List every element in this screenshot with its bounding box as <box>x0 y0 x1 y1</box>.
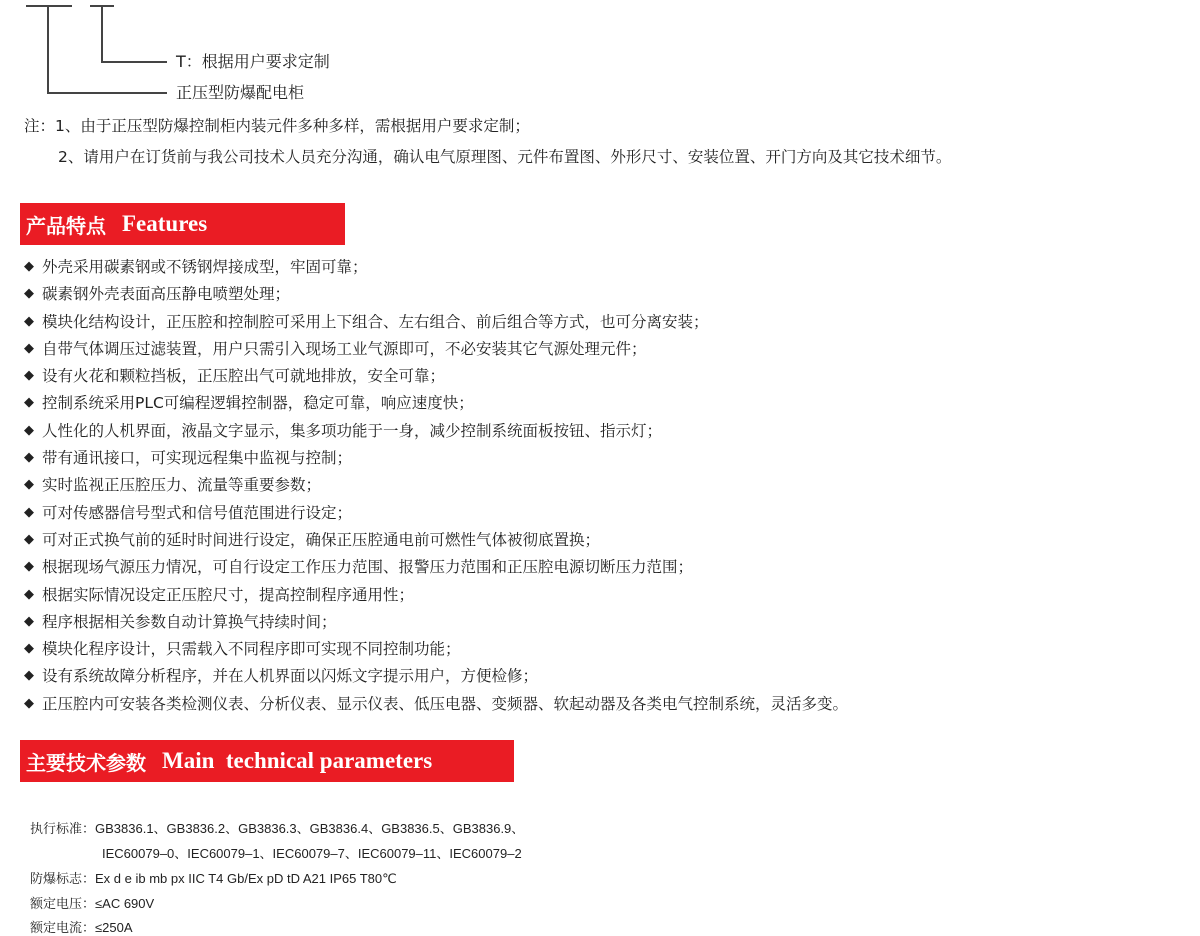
feature-item <box>24 366 848 393</box>
diamond-bullet-icon: ◆ <box>24 368 34 384</box>
feature-item <box>24 557 848 584</box>
feature-text: 正压腔内可安装各类检测仪表、分析仪表、显示仪表、低压电器、变频器、软起动器及各类电气控制系统，灵活多变。 <box>42 694 849 713</box>
params-title-en: Main technical parameters <box>162 748 433 773</box>
diamond-bullet-icon: ◆ <box>24 450 34 466</box>
diamond-bullet-icon: ◆ <box>24 504 34 520</box>
diamond-bullet-icon: ◆ <box>24 477 34 493</box>
feature-item <box>24 666 848 693</box>
feature-text: 碳素钢外壳表面高压静电喷塑处理； <box>42 285 291 304</box>
feature-text: 设有火花和颗粒挡板，正压腔出气可就地排放，安全可靠； <box>42 367 446 386</box>
bracket-horizontal-t <box>101 61 167 63</box>
feature-text: 可对正式换气前的延时时间进行设定，确保正压腔通电前可燃性气体被彻底置换； <box>42 530 601 549</box>
diamond-bullet-icon: ◆ <box>24 695 34 711</box>
diamond-bullet-icon: ◆ <box>24 259 34 274</box>
feature-item <box>24 639 848 666</box>
param-standard-row2 <box>102 846 522 862</box>
bracket-vertical-t <box>101 6 103 62</box>
diamond-bullet-icon: ◆ <box>24 340 34 356</box>
features-banner <box>20 203 345 245</box>
features-title-en: Features <box>122 211 208 236</box>
feature-item <box>24 612 848 639</box>
diamond-bullet-icon: ◆ <box>24 395 34 411</box>
feature-item <box>24 530 848 557</box>
note-1: 注：1、由于正压型防爆控制柜内装元件多种多样，需根据用户要求定制； <box>24 117 530 135</box>
params-title-cn: 主要技术参数 <box>26 750 146 775</box>
diamond-bullet-icon: ◆ <box>24 668 34 684</box>
feature-item <box>24 393 848 420</box>
param-current-value: ≤250A <box>95 920 133 935</box>
feature-item <box>24 585 848 612</box>
note-2: 2、请用户在订货前与我公司技术人员充分沟通，确认电气原理图、元件布置图、外形尺寸、安装位置、开门方向及其它技术细节。 <box>58 148 952 166</box>
diamond-bullet-icon: ◆ <box>24 586 34 602</box>
feature-item <box>24 284 848 311</box>
feature-text: 带有通讯接口，可实现远程集中监视与控制； <box>42 449 353 468</box>
diamond-bullet-icon: ◆ <box>24 613 34 629</box>
diamond-bullet-icon: ◆ <box>24 531 34 547</box>
feature-item <box>24 503 848 530</box>
feature-text: 控制系统采用PLC可编程逻辑控制器，稳定可靠，响应速度快； <box>42 394 474 413</box>
feature-text: 可对传感器信号型式和信号值范围进行设定； <box>42 503 353 522</box>
bracket-horizontal-type <box>47 92 167 94</box>
param-standard-line2: IEC60079–0、IEC60079–1、IEC60079–7、IEC60079–11、IEC60079–2 <box>102 846 522 861</box>
feature-text: 模块化结构设计，正压腔和控制腔可采用上下组合、左右组合、前后组合等方式，也可分离安装； <box>42 312 709 331</box>
param-exmark-label: 防爆标志： <box>30 871 96 886</box>
feature-item <box>24 421 848 448</box>
param-voltage-row <box>30 896 154 912</box>
diamond-bullet-icon: ◆ <box>24 286 34 302</box>
model-option-type: 正压型防爆配电柜 <box>176 83 305 102</box>
param-standard-line1: GB3836.1、GB3836.2、GB3836.3、GB3836.4、GB3836.5、GB3836.9、 <box>95 821 525 836</box>
feature-item <box>24 312 848 339</box>
features-title-cn: 产品特点 <box>26 213 106 238</box>
feature-item <box>24 475 848 502</box>
param-voltage-label: 额定电压： <box>30 896 96 911</box>
feature-text: 根据实际情况设定正压腔尺寸，提高控制程序通用性； <box>42 585 415 604</box>
param-current-label: 额定电流： <box>30 920 96 935</box>
feature-text: 程序根据相关参数自动计算换气持续时间； <box>42 612 337 631</box>
features-list <box>24 257 848 721</box>
params-banner <box>20 740 514 782</box>
feature-item <box>24 339 848 366</box>
feature-text: 根据现场气源压力情况，可自行设定工作压力范围、报警压力范围和正压腔电源切断压力范围； <box>42 558 694 577</box>
param-standard-row <box>30 821 524 837</box>
feature-text: 自带气体调压过滤装置，用户只需引入现场工业气源即可，不必安装其它气源处理元件； <box>42 339 647 358</box>
bracket-vertical-type <box>47 6 49 93</box>
bracket-top-left <box>26 5 72 7</box>
param-current-row <box>30 920 133 936</box>
feature-item <box>24 448 848 475</box>
model-option-t: T：根据用户要求定制 <box>176 52 330 71</box>
feature-text: 实时监视正压腔压力、流量等重要参数； <box>42 476 322 495</box>
feature-text: 模块化程序设计，只需载入不同程序即可实现不同控制功能； <box>42 640 461 659</box>
feature-text: 设有系统故障分析程序，并在人机界面以闪烁文字提示用户，方便检修； <box>42 667 539 686</box>
param-exmark-value: Ex d e ib mb px IIC T4 Gb/Ex pD tD A21 IP65 T80℃ <box>95 871 397 886</box>
diamond-bullet-icon: ◆ <box>24 313 34 329</box>
param-standard-label: 执行标准： <box>30 821 96 836</box>
feature-text: 人性化的人机界面，液晶文字显示，集多项功能于一身，减少控制系统面板按钮、指示灯； <box>42 421 663 440</box>
param-voltage-value: ≤AC 690V <box>95 896 155 911</box>
feature-item <box>24 694 848 721</box>
diamond-bullet-icon: ◆ <box>24 422 34 438</box>
diamond-bullet-icon: ◆ <box>24 559 34 575</box>
feature-text: 外壳采用碳素钢或不锈钢焊接成型，牢固可靠； <box>42 258 368 276</box>
diamond-bullet-icon: ◆ <box>24 641 34 657</box>
feature-item <box>24 257 848 284</box>
param-exmark-row <box>30 871 397 887</box>
